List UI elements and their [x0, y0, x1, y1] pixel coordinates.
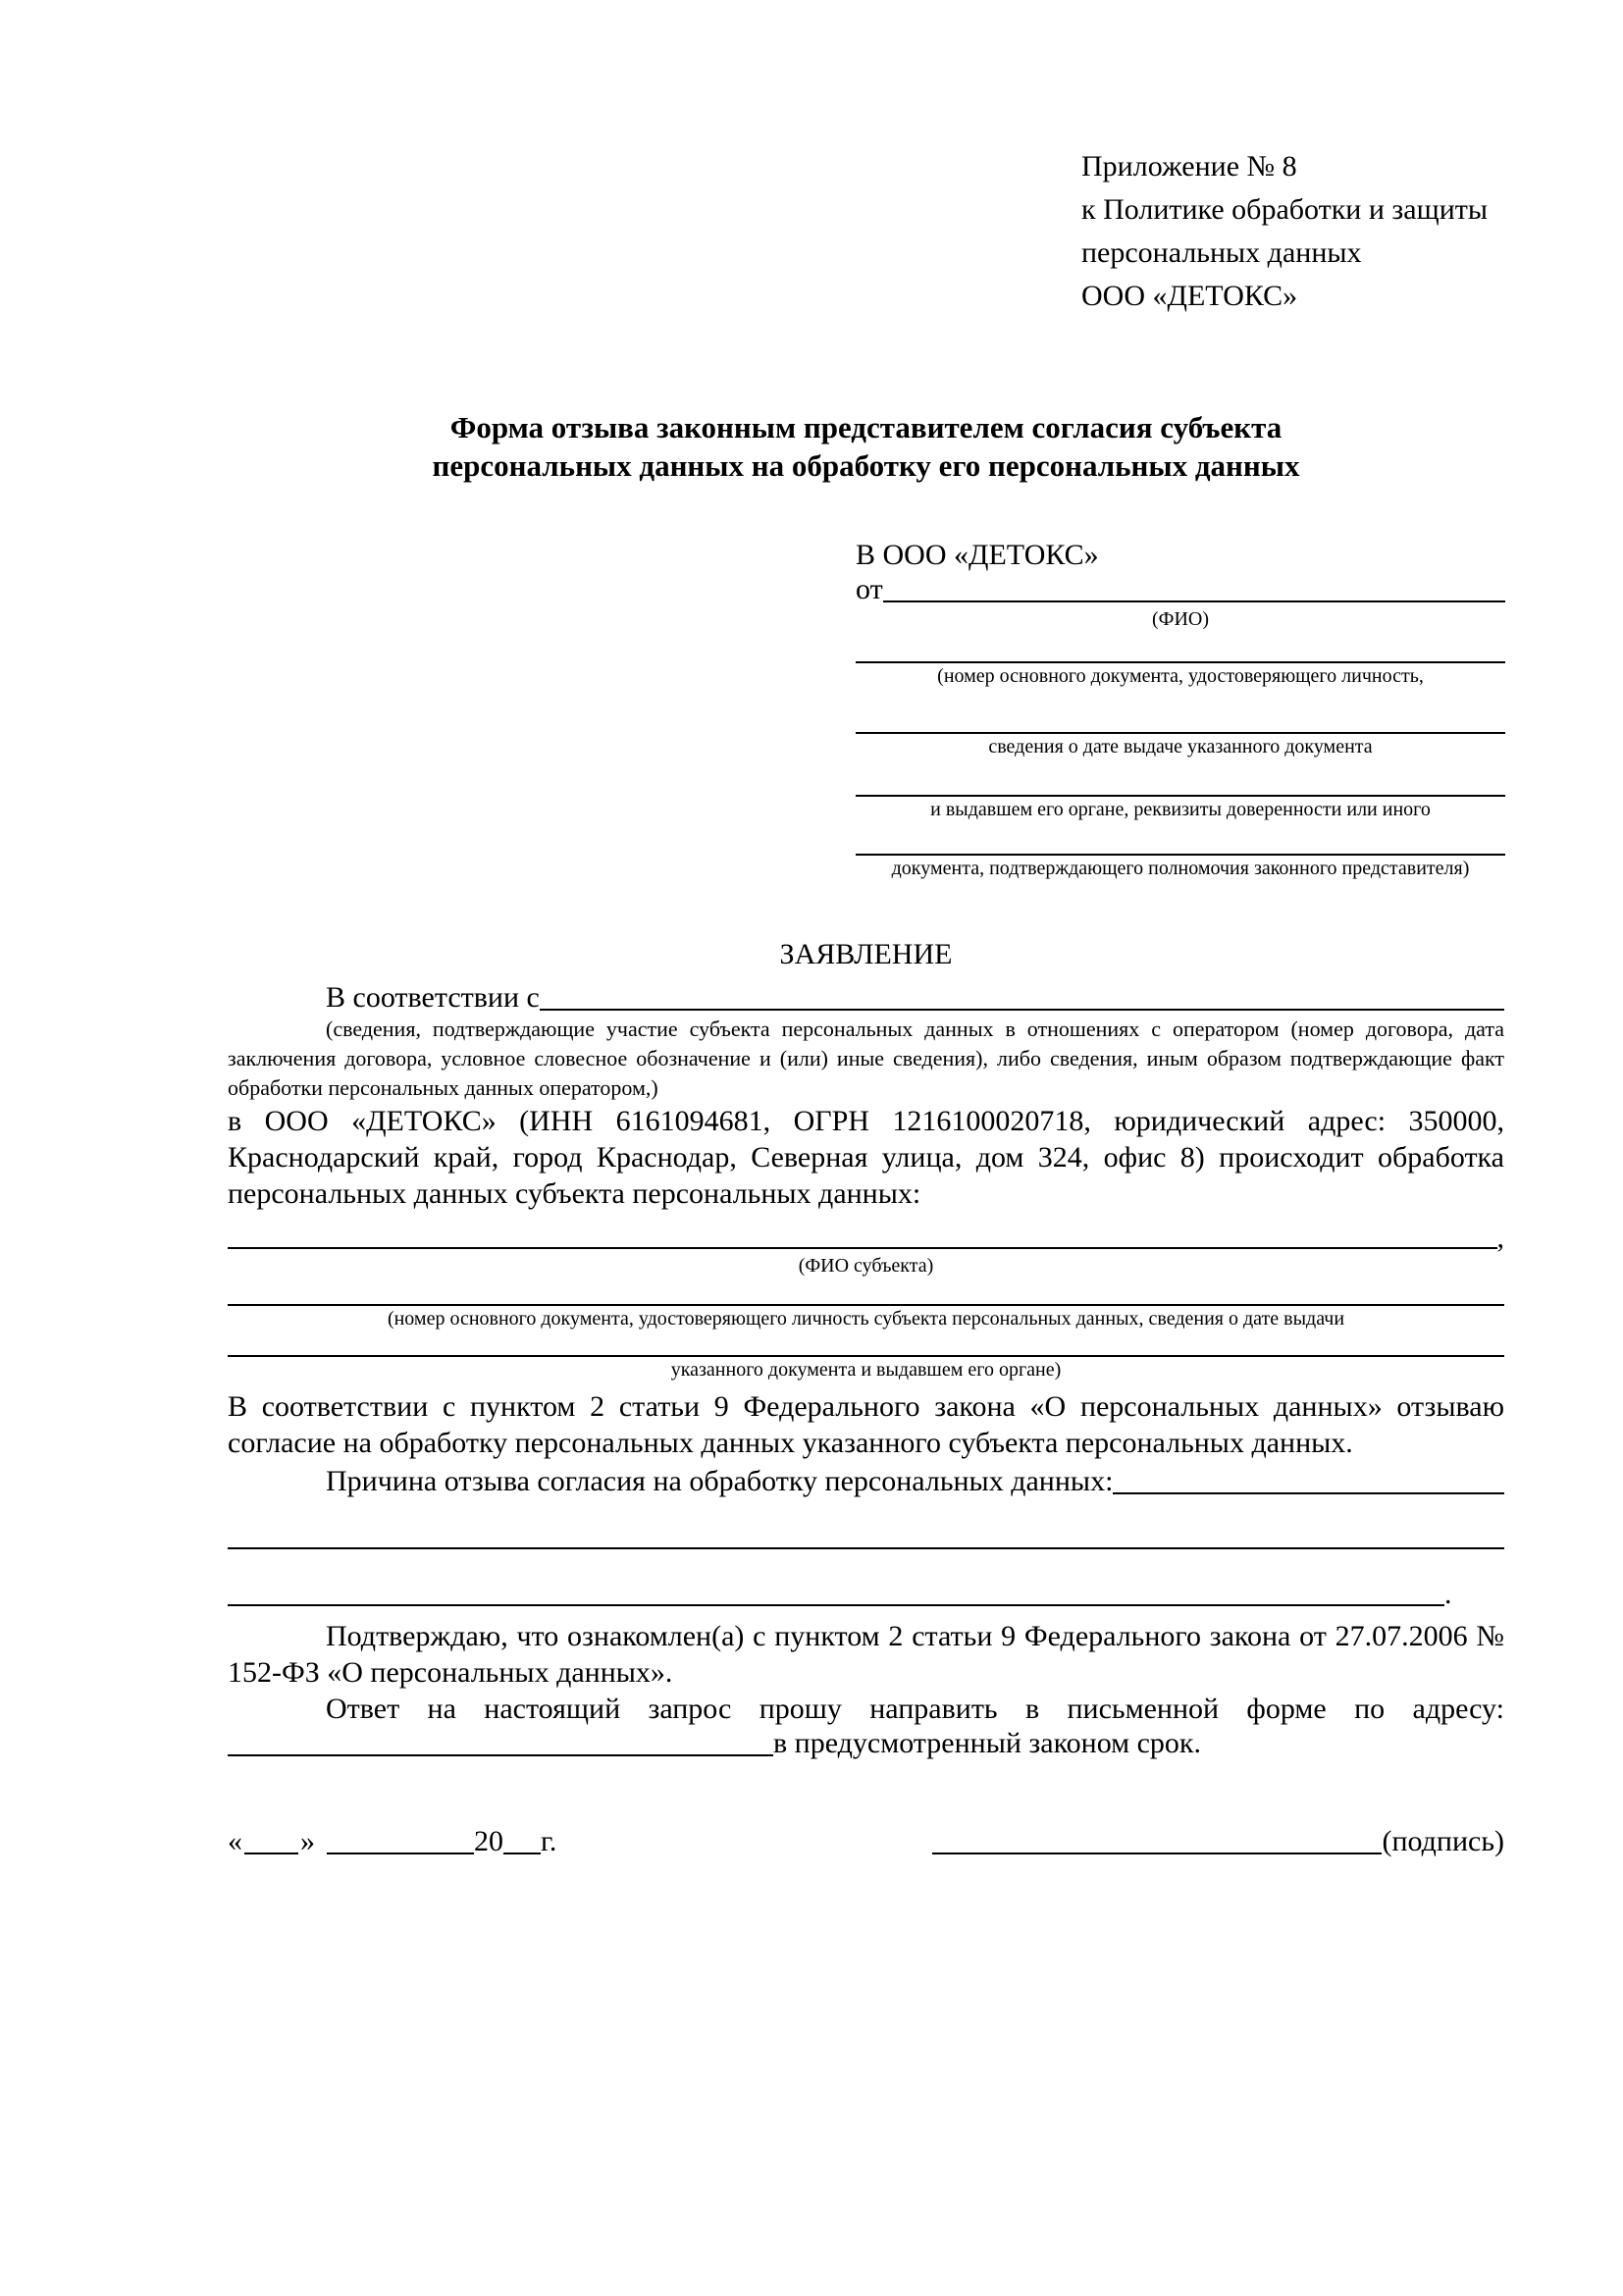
- intro-row: [228, 977, 1504, 1015]
- basis-fine-print: (сведения, подтверждающие участие субъекта персональных данных в отношениях с оператором (номер договора, дата заключения договора, условное словесное обозначение и (или) иные сведения), либо сведения, иным образом подтверждающие факт обработки персональных данных оператором,): [228, 1017, 1504, 1100]
- caption-doc-4: документа, подтверждающего полномочия законного представителя): [891, 858, 1470, 879]
- blank-line-reply-address: [228, 1748, 773, 1756]
- blank-line-signature: [932, 1847, 1382, 1854]
- footer-row: [228, 1823, 1504, 1858]
- reason-row: [228, 1461, 1504, 1498]
- blank-line-reason-end: [228, 1598, 1444, 1606]
- confirmation-paragraph: Подтверждаю, что ознакомлен(а) с пунктом 2 статьи 9 Федерального закона от 27.07.2006 № 152-ФЗ «О персональных данных».: [228, 1620, 1504, 1689]
- appendix-block: [1081, 145, 1504, 318]
- appendix-line: Приложение № 8: [1081, 150, 1297, 183]
- addressee-organization: В ООО «ДЕТОКС»: [856, 539, 1099, 571]
- reason-end-row: [228, 1579, 1504, 1610]
- blank-line-subject-fio: [228, 1241, 1497, 1249]
- subject-fio-row: [228, 1224, 1504, 1253]
- subject-fio-comma: ,: [1496, 1222, 1504, 1254]
- appendix-line: к Политике обработки и защиты: [1081, 193, 1489, 226]
- caption-doc-1: (номер основного документа, удостоверяющего личность,: [937, 665, 1424, 687]
- document-title-line: персональных данных на обработку его персональных данных: [432, 448, 1300, 483]
- reply-address-row: [228, 1727, 1504, 1760]
- blank-line-day: [244, 1847, 298, 1854]
- day-quote-open: «: [228, 1825, 242, 1857]
- date-group: [228, 1825, 556, 1858]
- caption-doc-2: сведения о дате выдаче указанного документа: [988, 736, 1373, 757]
- reply-suffix: в предусмотренный законом срок.: [773, 1727, 1201, 1759]
- addressee-block: [856, 538, 1505, 881]
- day-quote-close: »: [300, 1825, 315, 1857]
- appendix-line: персональных данных: [1081, 236, 1362, 269]
- withdrawal-paragraph: В соответствии с пунктом 2 статьи 9 Федерального закона «О персональных данных» отзываю согласие на обработку персональных данных указанного субъекта персональных данных.: [228, 1390, 1504, 1459]
- blank-line-basis: [540, 1003, 1504, 1011]
- reason-label: Причина отзыва согласия на обработку персональных данных:: [326, 1465, 1114, 1497]
- reason-period: .: [1444, 1578, 1452, 1610]
- blank-line-year: [503, 1847, 541, 1854]
- blank-line-representative-fio: [883, 595, 1505, 602]
- statement-heading: ЗАЯВЛЕНИЕ: [779, 938, 953, 970]
- from-label: от: [856, 573, 883, 605]
- operator-paragraph: в ООО «ДЕТОКС» (ИНН 6161094681, ОГРН 1216100020718, юридический адрес: 350000, Краснодарский край, город Краснодар, Северная улица, дом 324, офис 8) происходит обработка персональных данных субъекта персональных данных:: [228, 1105, 1504, 1210]
- blank-line-reason-start: [1113, 1487, 1504, 1494]
- from-row: [856, 573, 1505, 606]
- caption-fio: (ФИО): [1151, 608, 1209, 630]
- caption-subject-doc-2: указанного документа и выдавшем его органе): [670, 1359, 1062, 1381]
- appendix-line: ООО «ДЕТОКС»: [1081, 280, 1298, 312]
- caption-subject-fio: (ФИО субъекта): [798, 1255, 934, 1277]
- document-title: [228, 408, 1504, 485]
- blank-line-reason-full: [228, 1547, 1504, 1549]
- blank-line-month: [327, 1847, 474, 1854]
- caption-subject-doc-1: (номер основного документа, удостоверяющего личность субъекта персональных данных, сведения о дате выдачи: [387, 1308, 1345, 1330]
- reply-request-line: Ответ на настоящий запрос прошу направить в письменной форме по адресу:: [326, 1693, 1504, 1725]
- signature-group: [932, 1825, 1504, 1858]
- year-suffix: г.: [541, 1825, 557, 1857]
- signature-caption: (подпись): [1382, 1825, 1504, 1857]
- document-title-line: Форма отзыва законным представителем согласия субъекта: [449, 410, 1283, 444]
- year-prefix: 20: [474, 1825, 503, 1857]
- caption-doc-3: и выдавшем его органе, реквизиты доверенности или иного: [930, 799, 1431, 820]
- intro-prefix: В соответствии с: [326, 981, 540, 1014]
